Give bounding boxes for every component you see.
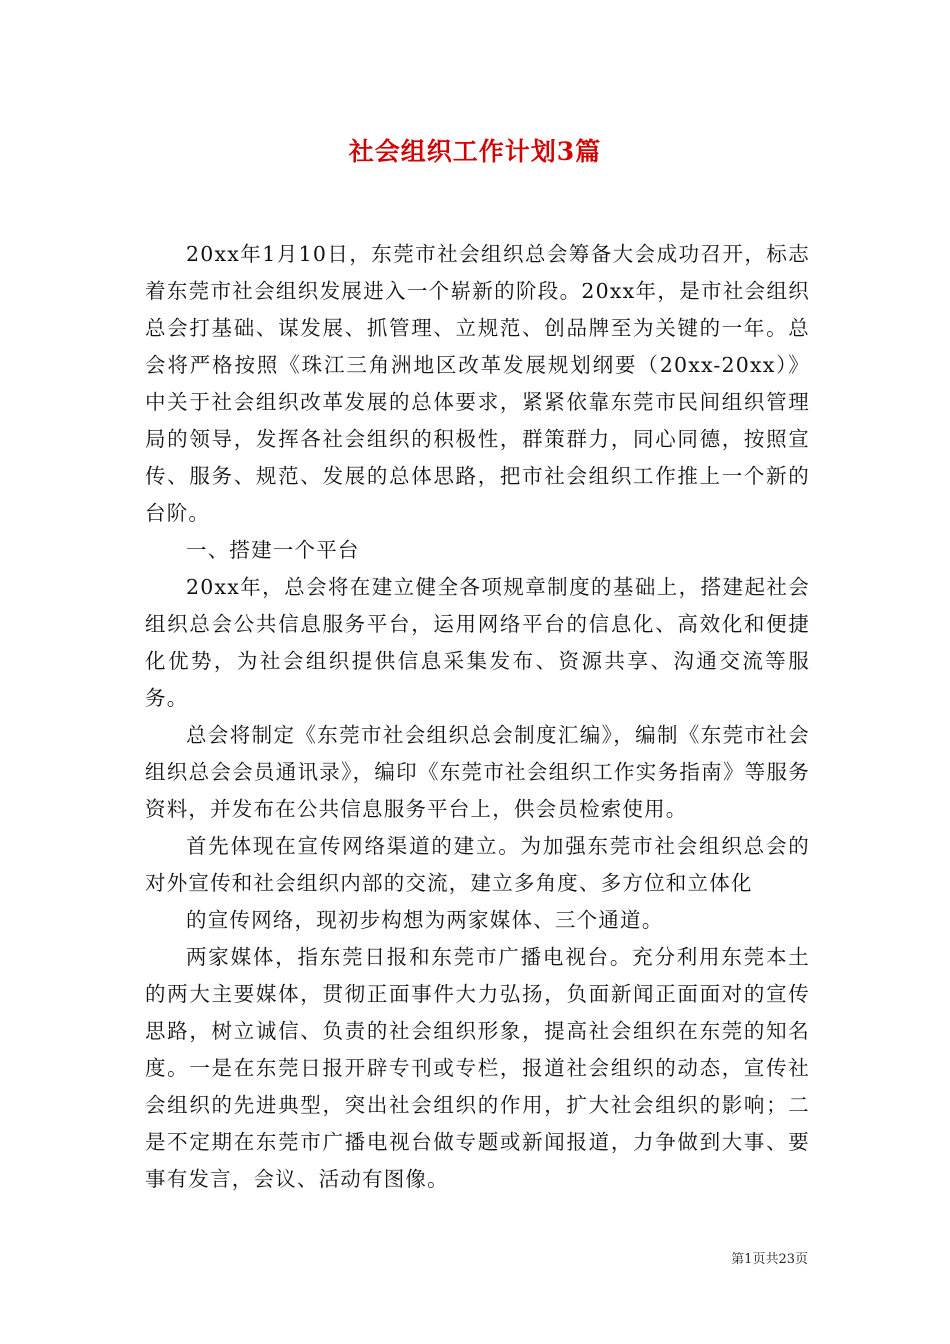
paragraph-publicity-continued: 的宣传网络，现初步构想为两家媒体、三个通道。 (186, 908, 664, 932)
paragraph-publicity: 首先体现在宣传网络渠道的建立。为加强东莞市社会组织总会的对外宣传和社会组织内部的交流，建立多角度、多方位和立体化 (145, 834, 810, 895)
document-body (145, 236, 810, 1198)
paragraph-compilation: 总会将制定《东莞市社会组织总会制度汇编》，编制《东莞市社会组织总会会员通讯录》，编印《东莞市社会组织工作实务指南》等服务资料，并发布在公共信息服务平台上，供会员检索使用。 (145, 723, 810, 821)
paragraph-two-media: 两家媒体，指东莞日报和东莞市广播电视台。充分利用东莞本土的两大主要媒体，贯彻正面事件大力弘扬，负面新闻正面面对的宣传思路，树立诚信、负责的社会组织形象，提高社会组织在东莞的知名度。一是在东莞日报开辟专刊或专栏，报道社会组织的动态，宣传社会组织的先进典型，突出社会组织的作用，扩大社会组织的影响；二是不定期在东莞市广播电视台做专题或新闻报道，力争做到大事、要事有发言，会议、活动有图像。 (145, 945, 810, 1191)
page-number: 第1页共23页 (731, 1252, 808, 1267)
section-heading-platform: 一、搭建一个平台 (186, 538, 360, 562)
paragraph-intro: 20xx年1月10日，东莞市社会组织总会筹备大会成功召开，标志着东莞市社会组织发展进入一个崭新的阶段。20xx年，是市社会组织总会打基础、谋发展、抓管理、立规范、创品牌至为关键的一年。总会将严格按照《珠江三角洲地区改革发展规划纲要（20xx-20xx）》中关于社会组织改革发展的总体要求，紧紧依靠东莞市民间组织管理局的领导，发挥各社会组织的积极性，群策群力，同心同德，按照宣传、服务、规范、发展的总体思路，把市社会组织工作推上一个新的台阶。 (145, 242, 810, 525)
document-title: 社会组织工作计划3篇 (348, 137, 602, 166)
paragraph-platform: 20xx年，总会将在建立健全各项规章制度的基础上，搭建起社会组织总会公共信息服务平台，运用网络平台的信息化、高效化和便捷化优势，为社会组织提供信息采集发布、资源共享、沟通交流等服务。 (145, 575, 810, 710)
